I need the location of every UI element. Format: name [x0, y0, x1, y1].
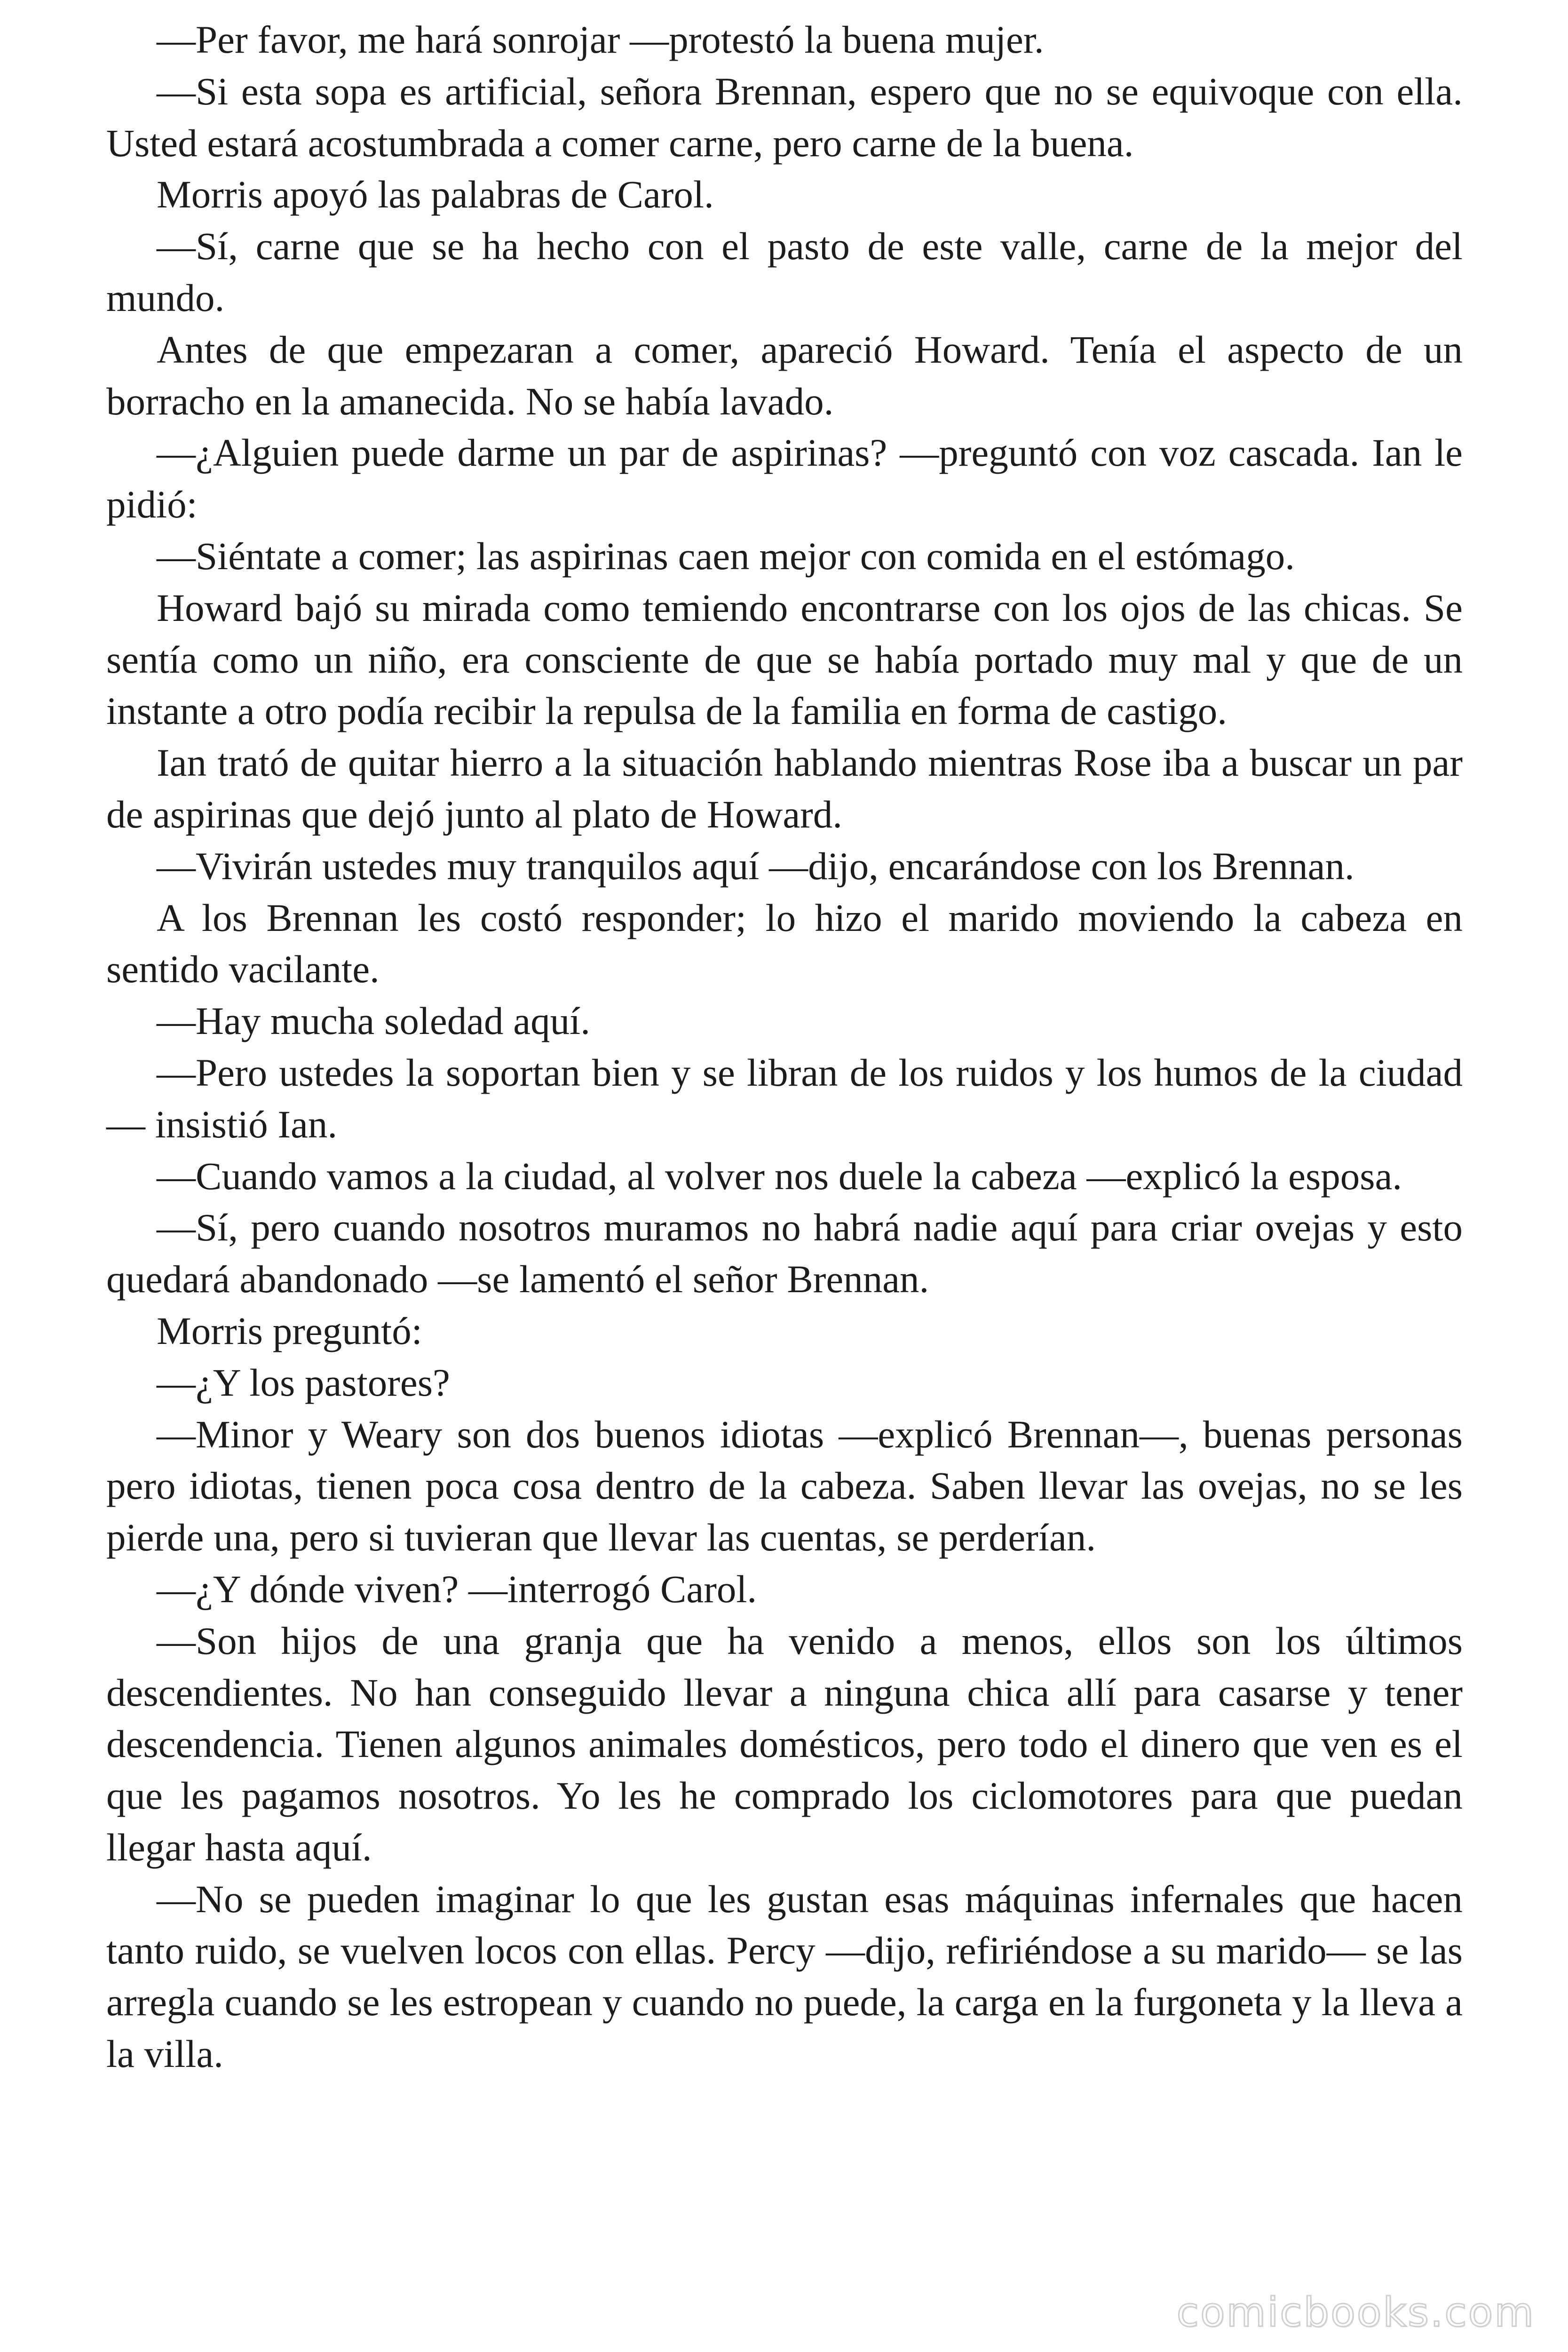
paragraph: Antes de que empezaran a comer, apareció Howard. Tenía el aspecto de un borracho en la amanecida. No se había lavado. — [106, 327, 1463, 423]
body-text — [106, 14, 1463, 2080]
paragraph: —Pero ustedes la soportan bien y se libran de los ruidos y los humos de la ciudad — insistió Ian. — [106, 1050, 1463, 1146]
paragraph: —Vivirán ustedes muy tranquilos aquí —dijo, encarándose con los Brennan. — [157, 844, 1354, 888]
paragraph: —Siéntate a comer; las aspirinas caen mejor con comida en el estómago. — [157, 534, 1295, 578]
paragraph: Howard bajó su mirada como temiendo encontrarse con los ojos de las chicas. Se sentía como un niño, era consciente de que se había portado muy mal y que de un instante a otro podía recibir la repulsa de la familia en forma de castigo. — [106, 586, 1463, 733]
paragraph: Morris apoyó las palabras de Carol. — [157, 173, 714, 216]
paragraph: Ian trató de quitar hierro a la situación hablando mientras Rose iba a buscar un par de aspirinas que dejó junto al plato de Howard. — [106, 741, 1463, 836]
paragraph: Morris preguntó: — [157, 1309, 422, 1352]
paragraph: —Son hijos de una granja que ha venido a menos, ellos son los últimos descendientes. No han conseguido llevar a ninguna chica allí para casarse y tener descendencia. Tienen algunos animales domésticos, pero todo el dinero que ven es el que les pagamos nosotros. Yo les he comprado los ciclomotores para que puedan llegar hasta aquí. — [106, 1619, 1463, 1869]
paragraph: —¿Y dónde viven? —interrogó Carol. — [157, 1567, 757, 1611]
paragraph: —Per favor, me hará sonrojar —protestó la buena mujer. — [157, 18, 1044, 61]
paragraph: —Hay mucha soledad aquí. — [157, 999, 590, 1043]
paragraph: —Minor y Weary son dos buenos idiotas —explicó Brennan—, buenas personas pero idiotas, tienen poca cosa dentro de la cabeza. Saben llevar las ovejas, no se les pierde una, pero si tuvieran que llevar las cuentas, se perderían. — [106, 1412, 1463, 1559]
paragraph: —Si esta sopa es artificial, señora Brennan, espero que no se equivoque con ella. Usted estará acostumbrada a comer carne, pero carne de la buena. — [106, 69, 1463, 165]
paragraph: —¿Y los pastores? — [157, 1360, 450, 1404]
paragraph: —Sí, carne que se ha hecho con el pasto de este valle, carne de la mejor del mundo. — [106, 224, 1463, 319]
watermark: comicbooks.com — [1176, 2289, 1535, 2336]
paragraph: —¿Alguien puede darme un par de aspirinas? —preguntó con voz cascada. Ian le pidió: — [106, 431, 1463, 526]
paragraph: —No se pueden imaginar lo que les gustan esas máquinas infernales que hacen tanto ruido, se vuelven locos con ellas. Percy —dijo, refiriéndose a su marido— se las arregla cuando se les estropean y cuando no puede, la carga en la furgoneta y la lleva a la villa. — [106, 1877, 1463, 2076]
paragraph: —Sí, pero cuando nosotros muramos no habrá nadie aquí para criar ovejas y esto quedará abandonado —se lamentó el señor Brennan. — [106, 1206, 1463, 1301]
paragraph: —Cuando vamos a la ciudad, al volver nos duele la cabeza —explicó la esposa. — [157, 1154, 1402, 1198]
paragraph: A los Brennan les costó responder; lo hizo el marido moviendo la cabeza en sentido vacilante. — [106, 896, 1463, 991]
